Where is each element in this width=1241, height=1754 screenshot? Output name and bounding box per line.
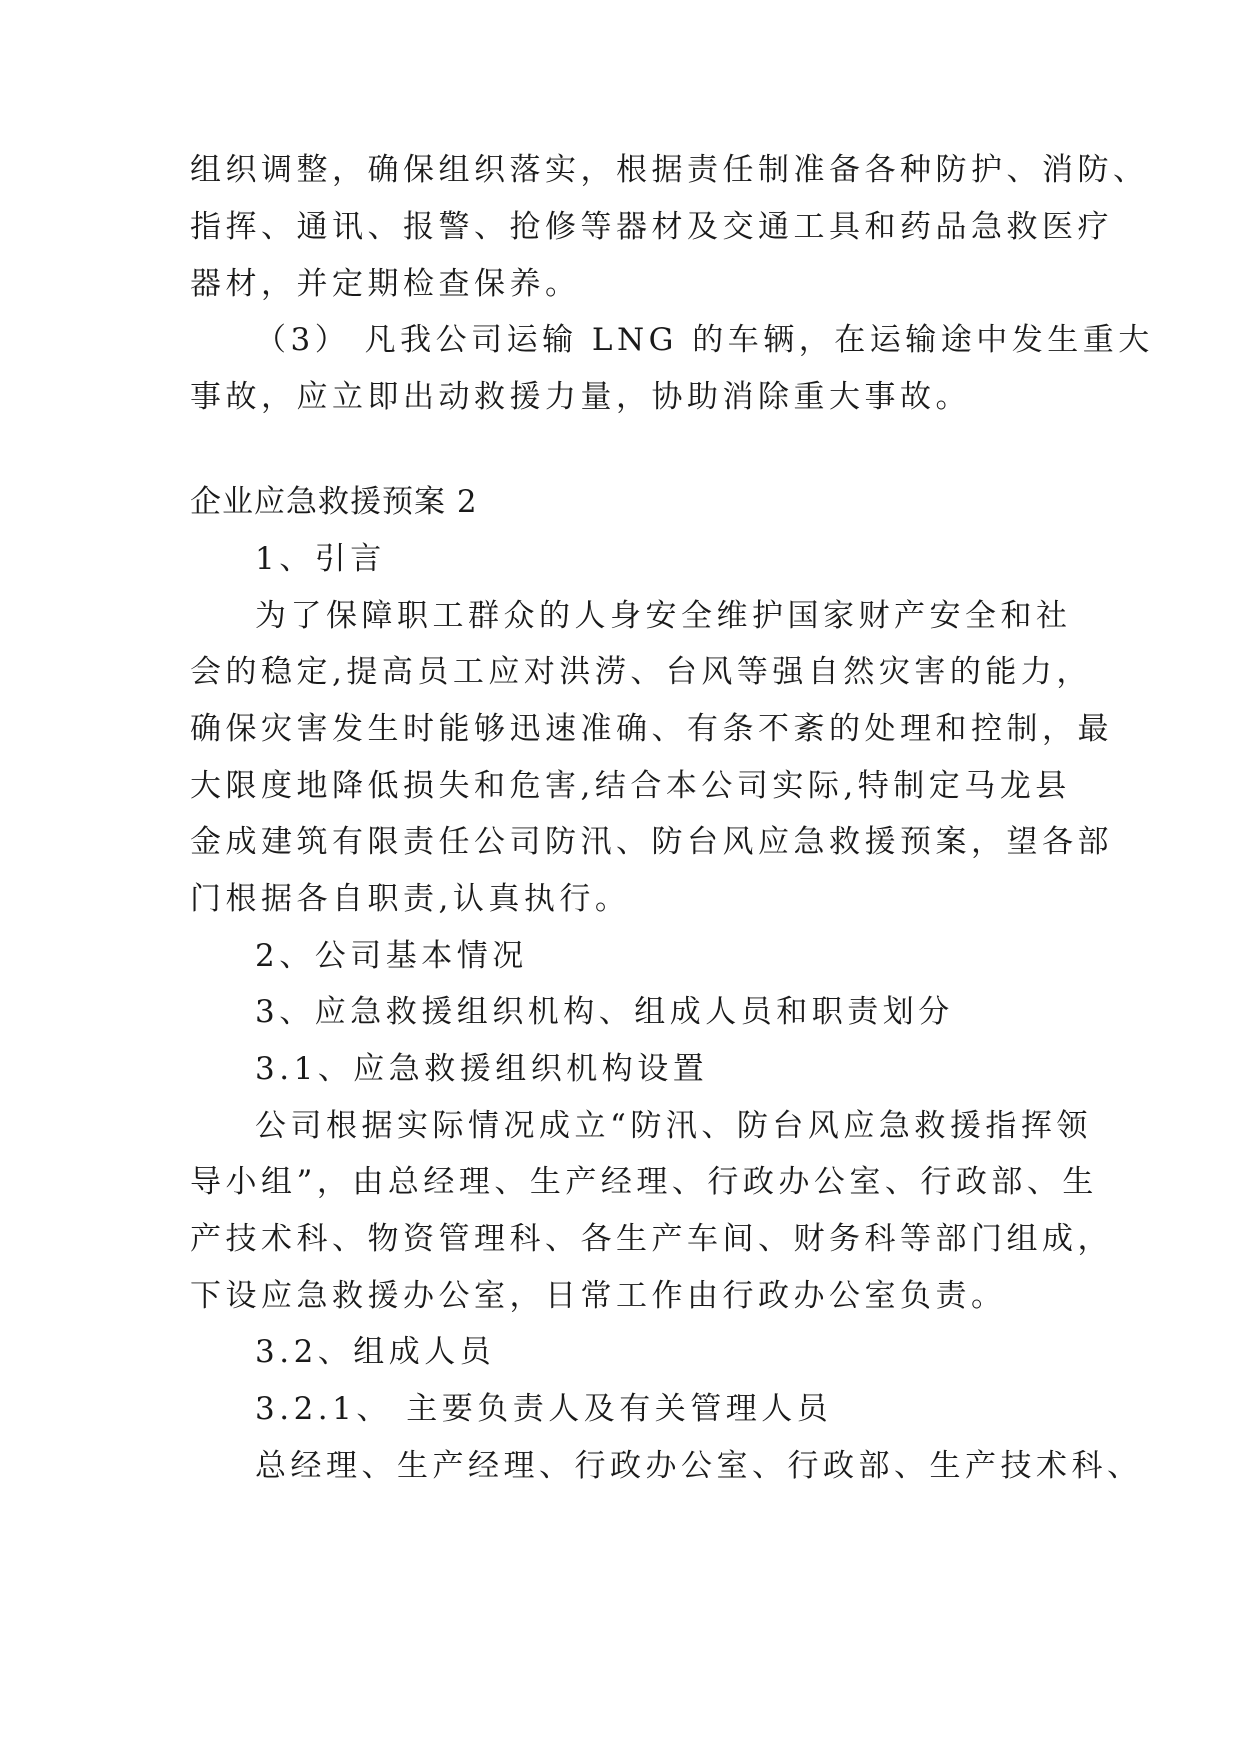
subheading: 3.2、组成人员	[255, 1334, 496, 1370]
body-text-line: 大限度地降低损失和危害,结合本公司实际,特制定马龙县	[190, 768, 1071, 804]
body-text-line: 门根据各自职责,认真执行。	[190, 881, 631, 917]
body-text-line: 指挥、通讯、报警、抢修等器材及交通工具和药品急救医疗	[190, 209, 1113, 245]
body-text-line: 确保灾害发生时能够迅速准确、有条不紊的处理和控制，最	[190, 711, 1113, 747]
body-text-line: 会的稳定,提高员工应对洪涝、台风等强自然灾害的能力，	[190, 654, 1092, 690]
body-text-line: 事故，应立即出动救援力量，协助消除重大事故。	[190, 379, 971, 415]
body-text-line: 总经理、生产经理、行政办公室、行政部、生产技术科、	[255, 1448, 1143, 1484]
subheading: 3、应急救援组织机构、组成人员和职责划分	[255, 994, 954, 1030]
subheading: 3.1、应急救援组织机构设置	[255, 1051, 709, 1087]
subheading: 3.2.1、 主要负责人及有关管理人员	[255, 1391, 833, 1427]
body-text-line: 器材，并定期检查保养。	[190, 266, 581, 302]
body-text-line: 产技术科、物资管理科、各生产车间、财务科等部门组成，	[190, 1221, 1113, 1257]
body-text-line: 下设应急救援办公室，日常工作由行政办公室负责。	[190, 1278, 1007, 1314]
body-text-line: 组织调整，确保组织落实，根据责任制准备各种防护、消防、	[190, 152, 1149, 188]
body-text-line: 为了保障职工群众的人身安全维护国家财产安全和社	[255, 598, 1072, 634]
subheading: 1、引言	[255, 541, 386, 577]
body-text-line: 金成建筑有限责任公司防汛、防台风应急救援预案，望各部	[190, 824, 1113, 860]
section-title: 企业应急救援预案 2	[190, 484, 478, 520]
body-text-line: 导小组”，由总经理、生产经理、行政办公室、行政部、生	[190, 1164, 1098, 1200]
subheading: 2、公司基本情况	[255, 938, 528, 974]
body-text-line: 公司根据实际情况成立“防汛、防台风应急救援指挥领	[255, 1108, 1092, 1144]
body-text-line: （3） 凡我公司运输 LNG 的车辆，在运输途中发生重大	[255, 322, 1154, 358]
